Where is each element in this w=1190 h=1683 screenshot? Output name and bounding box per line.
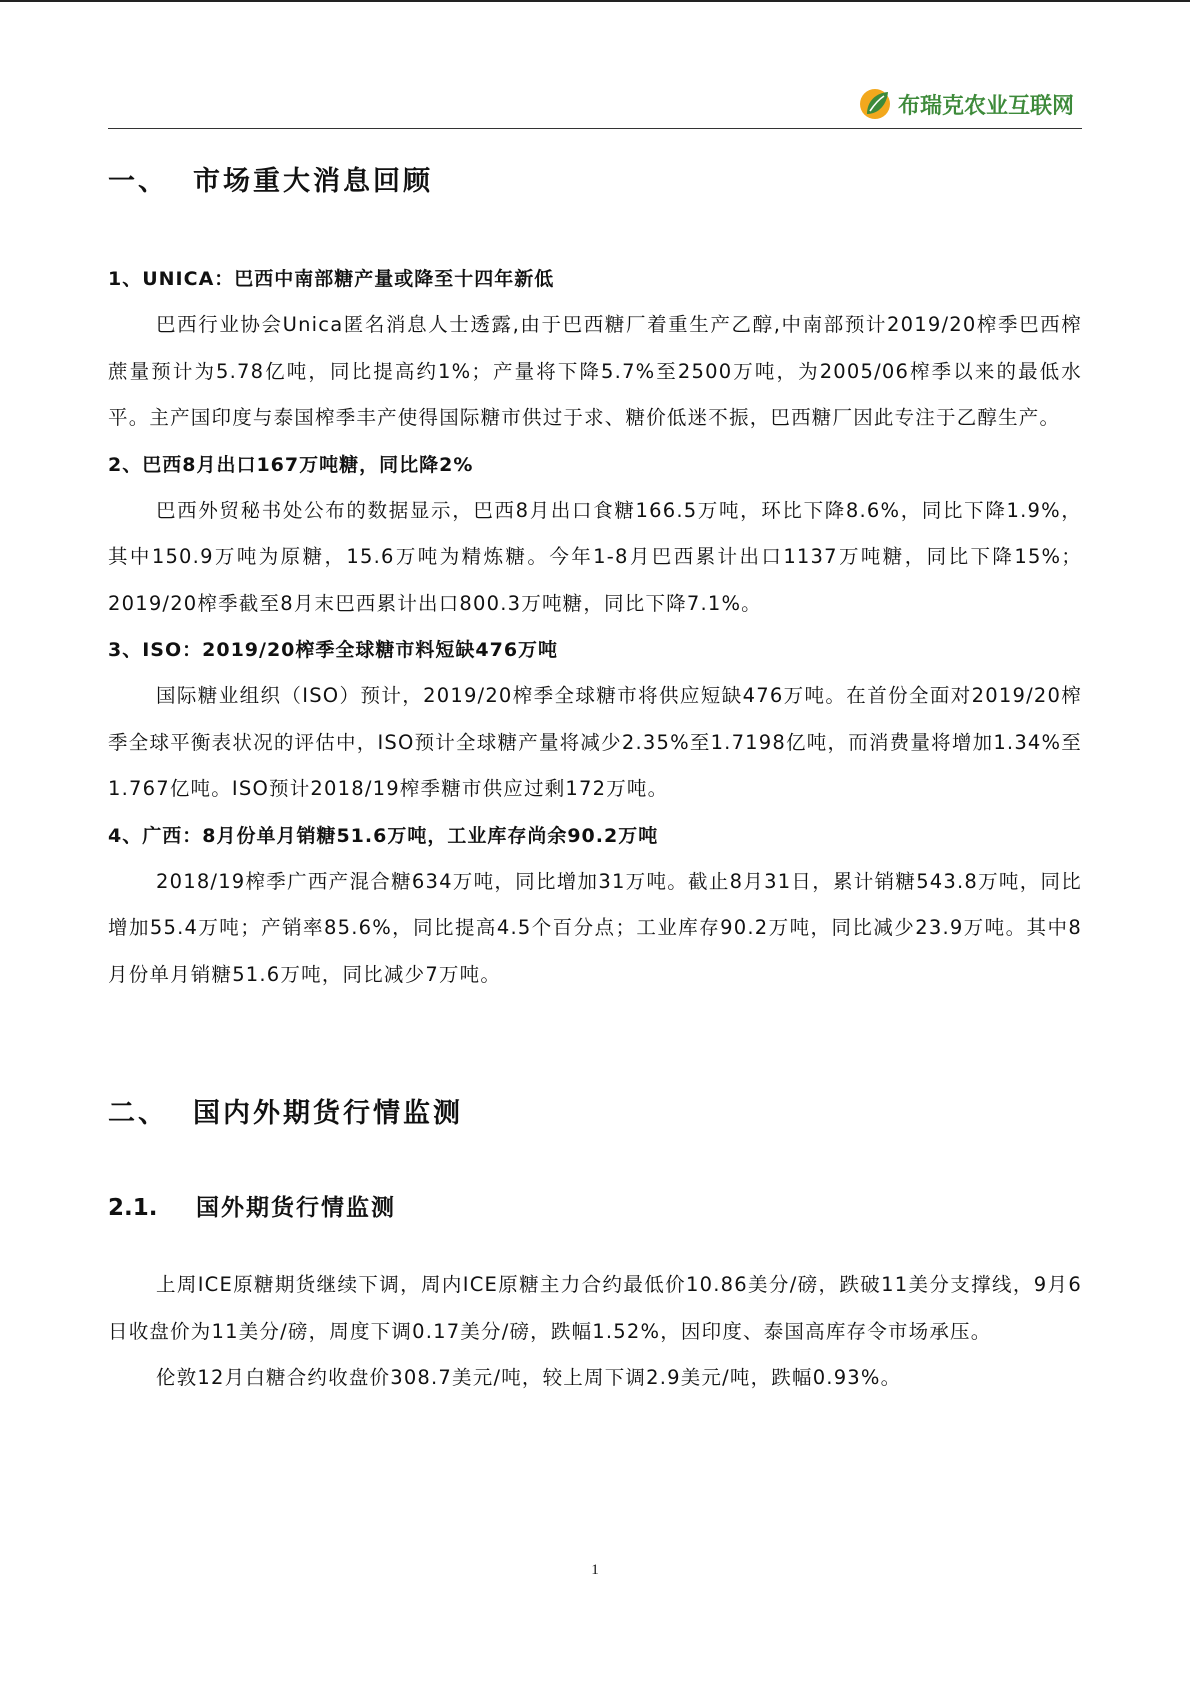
futures-paragraph-2: 伦敦12月白糖合约收盘价308.7美元/吨，较上周下调2.9美元/吨，跌幅0.93%。 [156, 1366, 902, 1389]
news-item-2-body: 巴西外贸秘书处公布的数据显示，巴西8月出口食糖166.5万吨，环比下降8.6%，同比下降1.9%，其中150.9万吨为原糖，15.6万吨为精炼糖。今年1-8月巴西累计出口1137万吨糖，同比下降15%；2019/20榨季截至8月末巴西累计出口800.3万吨糖，同比下降7.1%。 [108, 498, 1082, 615]
main-content [108, 162, 1082, 1402]
brand-logo [858, 84, 1074, 124]
section-1-title: 市场重大消息回顾 [193, 166, 433, 197]
logo-text: 布瑞克农业互联网 [897, 93, 1074, 119]
page-top-border [0, 0, 1190, 2]
section-2-heading [108, 1094, 1082, 1134]
news-item-1-title: 1、UNICA：巴西中南部糖产量或降至十四年新低 [108, 268, 555, 290]
news-item-3-title: 3、ISO：2019/20榨季全球糖市料短缺476万吨 [108, 639, 559, 661]
news-item-2-title: 2、巴西8月出口167万吨糖，同比降2% [108, 453, 474, 476]
section-1-heading [108, 162, 1082, 202]
page-header [108, 84, 1082, 129]
subsection-2-1-title: 国外期货行情监测 [196, 1194, 396, 1221]
news-item-4-title: 4、广西：8月份单月销糖51.6万吨，工业库存尚余90.2万吨 [108, 824, 659, 847]
subsection-2-1-number: 2.1. [108, 1195, 158, 1221]
futures-paragraph-1: 上周ICE原糖期货继续下调，周内ICE原糖主力合约最低价10.86美分/磅，跌破11美分支撑线，9月6日收盘价为11美分/磅，周度下调0.17美分/磅，跌幅1.52%，因印度、泰国高库存令市场承压。 [108, 1273, 1082, 1343]
section-2-title: 国内外期货行情监测 [193, 1098, 463, 1129]
page-number: 1 [591, 1562, 599, 1578]
news-item-4-body: 2018/19榨季广西产混合糖634万吨，同比增加31万吨。截止8月31日，累计销糖543.8万吨，同比增加55.4万吨；产销率85.6%，同比提高4.5个百分点；工业库存90.2万吨，同比减少23.9万吨。其中8月份单月销糖51.6万吨，同比减少7万吨。 [108, 869, 1082, 986]
section-1-number: 一、 [108, 166, 168, 197]
news-item-1-body: 巴西行业协会Unica匿名消息人士透露,由于巴西糖厂着重生产乙醇,中南部预计2019/20榨季巴西榨蔗量预计为5.78亿吨，同比提高约1%；产量将下降5.7%至2500万吨，为2005/06榨季以来的最低水平。主产国印度与泰国榨季丰产使得国际糖市供过于求、糖价低迷不振，巴西糖厂因此专注于乙醇生产。 [108, 313, 1082, 429]
news-item-3-body: 国际糖业组织（ISO）预计，2019/20榨季全球糖市将供应短缺476万吨。在首份全面对2019/20榨季全球平衡表状况的评估中，ISO预计全球糖产量将减少2.35%至1.7198亿吨，而消费量将增加1.34%至1.767亿吨。ISO预计2018/19榨季糖市供应过剩172万吨。 [108, 684, 1082, 800]
subsection-2-1-heading [108, 1190, 1082, 1226]
logo-leaf-icon [858, 87, 892, 121]
section-2-number: 二、 [108, 1098, 168, 1129]
